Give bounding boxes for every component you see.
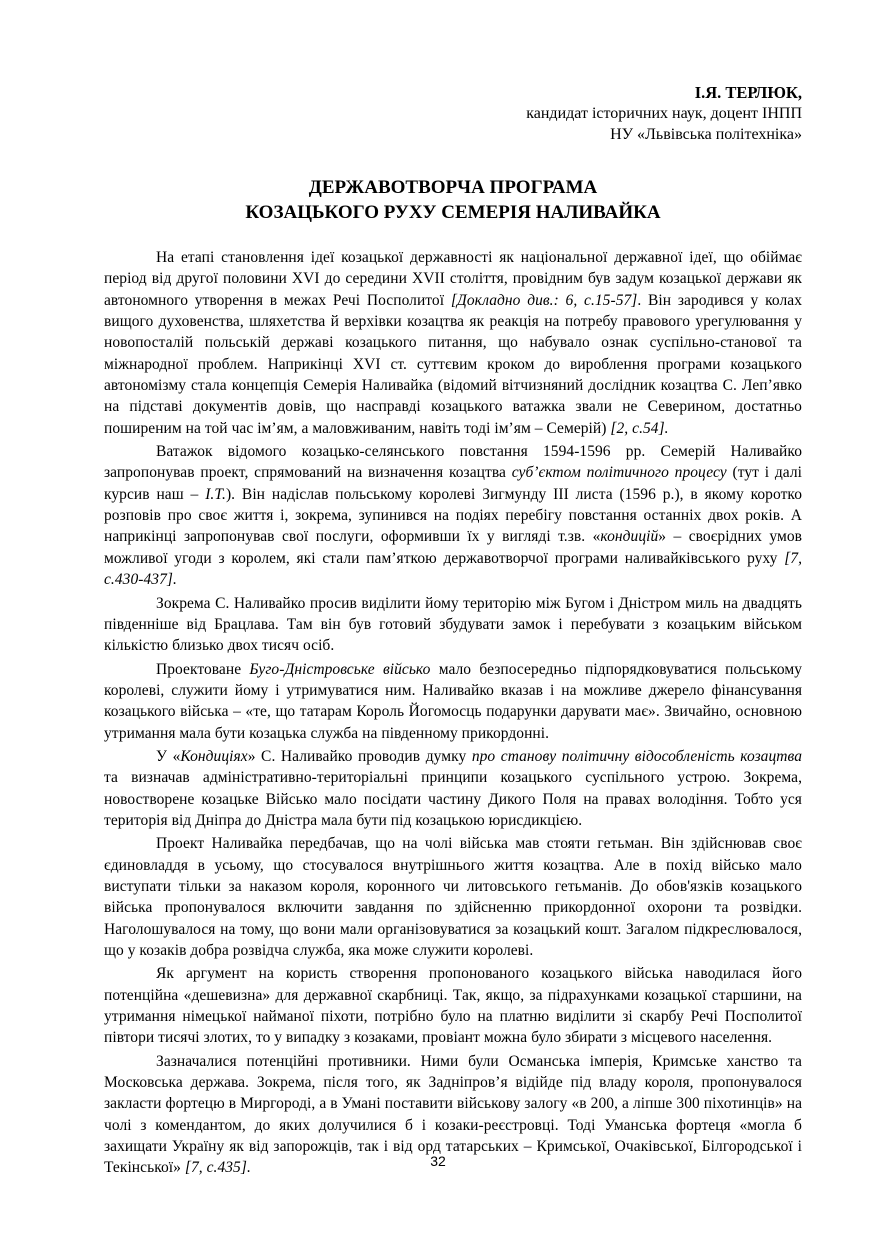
author-affiliation-line-2: НУ «Львівська політехніка»: [610, 126, 802, 143]
emphasis: Кондиціях: [180, 747, 248, 765]
paragraph-4: Проектоване Буго-Дністровське військо мало безпосередньо підпорядковуватися польському королеві, служити йому і утримуватися ним. Наливайко вказав і на можливе джерело фінансування козацького війська – «те, що татарам Король Йогомосць подарунки дарувати має». Звичайно, основною утримання мала бути козацька служба на південному прикордонні.: [104, 660, 802, 742]
paragraph-3: Зокрема С. Наливайко просив виділити йому територію між Бугом і Дністром миль на двадцять південніше від Брацлава. Там він був готовий збудувати замок і перебувати з козацьким військом кількістю близько двох тисяч осіб.: [104, 594, 802, 655]
paragraph-7: Як аргумент на користь створення пропонованого козацького війська наводилася його потенційна «дешевизна» для державної скарбниці. Так, якщо, за підрахунками козацької старшини, на утримання німецької найманої піхоти, потрібно було на платню виділити зі скарбу Речі Посполитої півтори тисячі злотих, то у випадку з козаками, провіант можна було збирати з місцевого населення.: [104, 965, 802, 1047]
citation: [Докладно див.: 6, с.15-57]: [450, 291, 638, 309]
emphasis: суб’єктом політичного процесу: [511, 464, 727, 482]
article-title: [104, 175, 802, 225]
emphasis: кондицій: [600, 528, 659, 546]
emphasis: І.Т.: [205, 485, 226, 503]
article-body: [104, 247, 802, 1179]
emphasis: про станову політичну відособленість козацтва: [471, 747, 802, 765]
author-affiliation-line-1: кандидат історичних наук, доцент ІНПП: [526, 105, 802, 122]
citation: [7, с.430-437].: [104, 549, 802, 589]
article-page: [104, 82, 802, 1179]
paragraph-1: На етапі становлення ідеї козацької державності як національної державної ідеї, що обіймає період від другої половини XVI до середини XVII століття, провідним був задум козацької держави як автономного утворення в межах Речі Посполитої [Докладно див.: 6, с.15-57]. Він зародився у колах вищого духовенства, шляхетства й верхівки козацтва як реакція на потребу правового урегулювання у новопосталій польській державі козацького питання, що набувало ознак суспільно-станової та міжнародної проблем. Наприкінці XVI ст. суттєвим кроком до вироблення програми козацького автономізму стала концепція Семерія Наливайка (відомий вітчизняний дослідник козацтва С. Леп’явко на підставі документів довів, що насправді козацького ватажка звали не Северином, достатньо поширеним на той час ім’ям, а маловживаним, навіть тоді ім’ям – Семерій) [2, с.54].: [104, 249, 802, 437]
paragraph-2: Ватажок відомого козацько-селянського повстання 1594-1596 рр. Семерій Наливайко запропонував проект, спрямований на визначення козацтва суб’єктом політичного процесу (тут і далі курсив наш – І.Т.). Він надіслав польському королеві Зигмунду III листа (1596 р.), в якому коротко розповів про своє життя і, зокрема, зупинився на подіях перебігу повстання останніх двох років. А наприкінці запропонував свої послуги, оформивши їх у вигляді т.зв. «кондицій» – своєрідних умов можливої угоди з королем, які стали пам’яткою державотворчої програми наливайківського руху [7, с.430-437].: [104, 443, 803, 589]
paragraph-8: Зазначалися потенційні противники. Ними були Османська імперія, Кримське ханство та Московська держава. Зокрема, після того, як Задніпров’я відійде під владу короля, пропонувалося закласти фортецю в Миргороді, а в Умані поставити військову залогу «в 200, а ліпше 300 піхотинців» на чолі з комендантом, до яких долучилися б і козаки-реєстровці. Тоді Уманська фортеця «могла б захищати Україну як від запорожців, так і від орд татарських – Кримської, Очаківської, Білгородської і Текінської» [7, с.435].: [104, 1052, 802, 1177]
paragraph-6: Проект Наливайка передбачав, що на чолі війська мав стояти гетьман. Він здійснював своє єдиновладдя в усьому, що стосувалося внутрішнього життя козацтва. Але в похід військо мало виступати тільки за наказом короля, коронного чи литовського гетьманів. До обов'язків козацького війська пропонувалося включити завдання по здійсненню прикордонної охорони та розвідки. Наголошувалося на тому, що вони мали організовуватися за козацький кошт. Загалом підкреслювалося, що у козаків добра розвідча служба, яка може служити королеві.: [104, 835, 802, 959]
author-block: [104, 82, 802, 145]
paragraph-5: У «Кондиціях» С. Наливайко проводив думку про станову політичну відособленість козацтва та визначав адміністративно-територіальні принципи козацького суспільного устрою. Зокрема, новостворене козацьке Військо мало посідати частину Дикого Поля на правах володіння. Тобто уся територія від Дніпра до Дністра мала бути під козацькою юрисдикцією.: [104, 747, 802, 829]
page-number: 32: [430, 1153, 446, 1169]
citation: [2, с.54].: [610, 419, 669, 437]
title-line-1: ДЕРЖАВОТВОРЧА ПРОГРАМА: [308, 177, 598, 198]
citation: [7, с.435].: [184, 1159, 251, 1177]
author-name: І.Я. ТЕРЛЮК,: [694, 83, 802, 102]
emphasis: Буго-Дністровське військо: [249, 660, 431, 678]
title-line-2: КОЗАЦЬКОГО РУХУ СЕМЕРІЯ НАЛИВАЙКА: [245, 202, 661, 223]
